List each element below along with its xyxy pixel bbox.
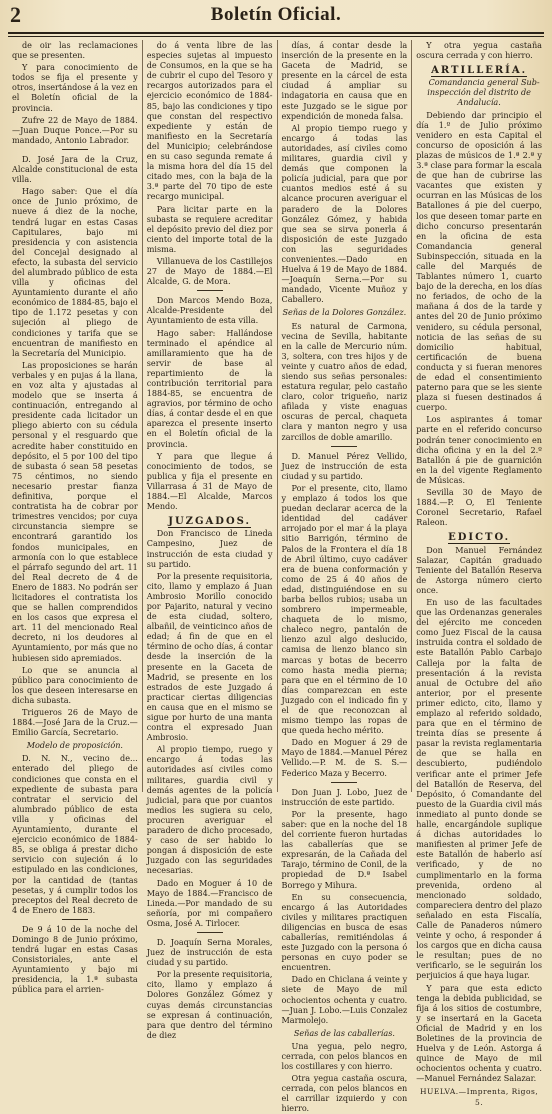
paragraph: do á venta libre de las especies sujetas al impuesto de Consumos, en la que se ha de cubrir el cupo del Tesoro y recargos autorizados para el ejercicio económico de 1884-85, bajo las condiciones y tipo que constan del respectivo expediente y están de manifiesto en la Secretaría del Municipio; celebrándose en su caso segunda remate á la misma hora del día 15 del citado mes, con la baja de la 3.ª parte del 70 tipo de este recargo municipal. xyxy=(146,40,273,202)
paragraph: Es natural de Carmona, vecina de Sevilla, habitante en la calle de Mercurio núm. 3, soltera, con tres hijos y de veinte y cuatro años de edad, siendo sus señas personales: estatura regular, pelo castaño claro, color trigueño, nariz afilada y viste enaguas oscuras de percal, chaqueta clara y manton negro y usa zarcillos de doble amarillo. xyxy=(281,320,408,442)
column-4 xyxy=(411,40,546,1107)
paragraph: Los aspirantes á tomar parte en el referido concurso podrán tener conocimiento en dicha oficina y en la del 2.º Batallón á pie de guarnición en la del vigente Reglamento de Músicas. xyxy=(416,414,542,485)
signature: Dado en Moguer á 29 de Mayo de 1884.—Manuel Pérez Vellido.—P. M. de S. S.—Federico Maza y Becerro. xyxy=(281,737,408,778)
printer-imprint: HUELVA.—Imprenta, Rigos, 5. xyxy=(420,1087,539,1107)
paragraph: Y para que esta edicto tenga la debida publicidad, se fija á los sitios de costumbre, y se insertará en la Gaceta Oficial de Madrid y en los Boletines de la provincia de Huelva y de León. Astorga á quince de Mayo de mil ochocientos ochenta y cuatro.—Manuel Fernández Salazar. xyxy=(416,982,542,1084)
section-heading-juzgados xyxy=(147,517,273,527)
notice-heading: Don Marcos Mendo Boza, Alcalde-Presidente del Ayuntamiento de esta villa. xyxy=(146,295,273,326)
notice-heading: D. José Jara de la Cruz, Alcalde constitucional de esta villa. xyxy=(12,153,138,185)
paragraph: Una yegua, pelo negro, cerrada, con pelos blancos en los costillares y con hierro. xyxy=(281,1040,408,1072)
paragraph: Y otra yegua castaña oscura cerrada y con hierro. xyxy=(416,40,542,61)
signature: Dado en Chiclana á veinte y siete de Mayo de mil ochocientos ochenta y cuatro.—Juan J. Lobo.—Luis Conzalez Marmolejo. xyxy=(281,974,408,1025)
separator xyxy=(331,446,357,447)
section-heading-edicto xyxy=(416,533,542,543)
header-rule xyxy=(8,32,544,37)
column-1 xyxy=(8,40,142,995)
column-3 xyxy=(277,40,412,1114)
subheading: Señas de las caballerías. xyxy=(293,1027,395,1038)
section-heading-text: EDICTO. xyxy=(448,532,511,544)
page-number: 2 xyxy=(10,2,21,27)
paragraph: días, á contar desde la inserción de la presente en la Gaceta de Madrid, se presente en la cárcel de esta ciudad á ampliar su indagatoria en causa que en este Juzgado se le sigue por expendición de moneda falsa. xyxy=(281,40,408,121)
paragraph: Por la presente, hago saber: que en la noche del 18 del corriente fueron hurtadas las caballerías que se expresarán, de la Cañada del Tarajo, término de Conil, de la propiedad de D.ª Isabel Borrego y Mihura. xyxy=(281,808,408,890)
section-heading-artilleria xyxy=(416,66,542,76)
paragraph: En uso de las facultades que las Ordenanzas generales del ejército me conceden como Juez Fiscal de la causa instruida contra el soldado de este Batallón Pablo Carbajo Calleja por la falta de presentación á la revista anual de Octubre del año anterior, por el presente primer edicto, cito, llamo y emplazo al referido soldado, para que en el término de treinta días se presente á pasar la revista reglamentaria de que se halla en descubierto, pudiéndolo verificar ante el primer Jefe del Batallón de Reserva, del Depósito, ó Comandante del puesto de la Guardia civil más inmediato al punto donde se halle, encargándole suplique á dichas autoridades lo manifiesten al primer Jefe de este Batallón de haberlo así verificado, y de no cumplimentarlo en la forma prevenida, ordeno al mencionado soldado, compareciera dentro del plazo señalado en esta Fiscalía, Calle de Panaderos número veinte y ocho, á responder á los cargos que en dicha causa le resultan; pues de no verificarlo, se le seguirán los perjuicios á que haya lugar. xyxy=(416,596,542,981)
signature: Dado en Moguer á 10 de Mayo de 1884.—Francisco de Lineda.—Por mandado de su señoría, por mi compañero Osma, José A. Tirlocer. xyxy=(146,877,273,928)
paragraph: Por el presente, cito, llamo y emplazo á todos los que puedan declarar acerca de la identidad del cadáver arrojado por el mar á la playa sitio Barrigón, término de Palos de la Frontera el día 18 de Abril último, cuyo cadáver era de buena conformación y como de 25 á 40 años de edad, distinguiéndose en su barba bellos rubios; usaba un sombrero impermeable, chaqueta de lo mismo, chaleco negro, pantalón de lienzo azul algo deslucido, camisa de lienzo blanco sin marcas y botas de becerro como hasta media pierna; para que en el término de 10 días comparezcan en este Juzgado con el indicado fin y el de que reconozcan al mismo tiempo las ropas de que queda hecho mérito. xyxy=(281,482,408,736)
signature: Trigueros 26 de Mayo de 1884.—José Jara de la Cruz.—Emilio García, Secretario. xyxy=(12,707,138,738)
paragraph: Hago saber: Que el día once de Junio próximo, de nueve á diez de la noche, tendrá lugar en estas Casas Capitulares, bajo mi presidencia y con asistencia del Concejal designado al efecto, la subasta del servicio del alumbrado público de esta villa y oficinas del Ayuntamiento durante el año económico de 1884-85, bajo el tipo de 1.172 pesetas y con sujeción al pliego de condiciones y tarifa que se encuentran de manifiesto en la Secretaría del Municipio. xyxy=(12,186,138,358)
section-subheading: Comandancia general Sub-inspección del distrito de Andalucía. xyxy=(427,77,540,108)
notice-heading: Don Francisco de Lineda Campesino, Juez de instrucción de esta ciudad y su partido. xyxy=(146,528,273,569)
paragraph: Al propio tiempo, ruego y encargo á todas las autoridades así civiles como militares, guardia civil y demás agentes de la policía judicial, para que por cuantos medios les sugiera su celo, procuren averiguar el paradero de dicho procesado, y caso de ser habido lo pongan á disposición de este Juzgado con las seguridades necesarias. xyxy=(146,744,273,876)
paragraph: En su consecuencia, encargo á las Autoridades civiles y militares practiquen diligencias en busca de esas caballerías, remitiéndolas á este Juzgado con la persona ó personas en cuyo poder se encuentren. xyxy=(281,891,408,973)
columns xyxy=(8,40,546,1114)
column-2 xyxy=(142,40,277,1040)
paragraph: Otra yegua castaña oscura, cerrada, con pelos blancos en el carrillar izquierdo y con hierro. xyxy=(281,1073,408,1114)
paragraph: Las proposiciones se harán verbales y en pujas á la llana, en voz alta y ajustadas al modelo que se inserta á continuación, entregando al presidente cada licitador un pliego abierto con su cédula personal y el resguardo que acredite haber constituido en depósito, el 5 por 100 del tipo de subasta ó sean 58 pesetas 75 céntimos, no siendo necesario prestar fianza definitiva, porque el contratista ha de cobrar por trimestres vencidos; por cuya circunstancia siempre se encontrará garantido los fondos municipales, en armonía con lo que establece el párrafo segundo del art. 11 del Real decreto de 4 de Enero de 1883. No podrán ser licitadores el contratista los que se hallen comprendidos en los casos que expresa el art. 11 del mencionado Real decreto, ni los deudores al Ayuntamiento, por más que no hubiesen sido apremiados. xyxy=(12,359,138,663)
section-heading-text: JUZGADOS. xyxy=(168,516,252,528)
paragraph: Al propio tiempo ruego y encargo á todas las autoridades, así civiles como militares, guardia civil y demás que componen la policía judicial, para que por cuantos medios esté á su alcance procuren averiguar el paradero de la Dolores González Gómez, y habida que sea se sirva ponerla á disposición de este Juzgado con las seguridades convenientes.—Dado en Huelva á 19 de Mayo de 1884.—Joaquín Serna.—Por su mandado, Vicente Muñoz y Caballero. xyxy=(281,122,408,305)
section-heading-text: ARTILLERÍA. xyxy=(431,65,528,77)
separator xyxy=(197,932,223,933)
paragraph: de oir las reclamaciones que se presenten. xyxy=(12,40,138,61)
paragraph: Y para que llegue á conocimiento de todos, se publica y fija el presente en Villarrasa á 31 de Mayo de 1884.—El Alcalde, Marcos Mendo. xyxy=(146,450,273,512)
separator xyxy=(62,919,88,920)
paragraph: D. N. N., vecino de... enterado del pliego de condiciones que consta en el expediente de subasta para contratar el servicio del alumbrado público de esta villa y oficinas del Ayuntamiento, durante el ejercicio económico de 1884-85, se obliga á prestar dicho servicio con sujeción á lo estipulado en las condiciones, por la cantidad de (tantas pesetas, y á cumplir todos los preceptos del Real decreto de 4 de Enero de 1883. xyxy=(12,753,138,915)
separator xyxy=(62,149,88,150)
paragraph: Debiendo dar principio el día 1.º de Julio próximo venidero en esta Capital el concurso de oposición á las plazas de músicos de 1.ª 2.ª y 3.ª clase para formar la escala de que han de cubrirse las vacantes que existen y ocurran en las Músicas de los Batallones á pie del cuerpo, los que deseen tomar parte en dicho concurso presentarán en la oficina de esta Comandancia general Subinspección, situada en la calle del Marqués de Tablantes número 1, cuarto bajo de la derecha, en los días no feriados, de ocho de la mañana á dos de la tarde y antes del 20 de Junio próximo venidero, su cédula personal, noticia de las señas de su domicilio habitual, certificación de buena conducta y si fueran menores de edad el consentimiento paterno para que se les siente plaza si fuesen destinados á cuerpo. xyxy=(416,109,542,413)
signature: Villanueva de los Castillejos 27 de Mayo de 1884.—El Alcalde, G. de Mora. xyxy=(146,255,273,287)
notice-heading: Don Manuel Fernández Salazar, Capitán graduado Teniente del Batallón Reserva de Astorga número cierto once. xyxy=(416,544,542,595)
paragraph: Por la presente requisitoria, cito, llamo y emplazo á Juan Ambrosio Morillo conocido por Pajarito, natural y vecino de esta ciudad, soltero, albañil, de veinticinco años de edad; á fin de que en el término de ocho días, á contar desde la inserción de la presente en la Gaceta de Madrid, se presente en los estrados de este Juzgado á practicar ciertas diligencias en causa que en el mismo se sigue por hurto de una manta contra el expresado Juan Ambrosio. xyxy=(146,570,273,743)
notice-heading: Don Juan J. Lobo, Juez de instrucción de este partido. xyxy=(281,786,408,807)
notice-heading: D. Manuel Pérez Vellido, Juez de instrucción de esta ciudad y su partido. xyxy=(281,450,408,481)
paragraph: Lo que se anuncia al público para conocimiento de los que deseen interesarse en dicha subasta. xyxy=(12,664,138,705)
separator xyxy=(197,290,223,291)
subheading: Modelo de proposición. xyxy=(26,740,123,751)
signature: Sevilla 30 de Mayo de 1884.—P. O, El Teniente Coronel Secretario, Rafael Raleon. xyxy=(416,487,542,528)
separator xyxy=(331,782,357,783)
paragraph: Hago saber: Hallándose terminado el apéndice al amillaramiento que ha de servir de base al repartimiento de la contribución territorial para 1884-85, se encuentra de agravios, por término de ocho días, á contar desde el en que aparezca el presente inserto en el Boletín oficial de la provincia. xyxy=(146,327,273,449)
paragraph: Para licitar parte en la subasta se requiere acreditar el depósito previo del diez por ciento del importe total de la misma. xyxy=(146,203,273,254)
masthead-title: Boletín Oficial. xyxy=(210,4,342,25)
paragraph: Y para conocimiento de todos se fija el presente y otros, insertándose á la vez en el Boletín oficial de la provincia. xyxy=(12,62,138,113)
paragraph: De 9 á 10 de la noche del Domingo 8 de Junio próximo, tendrá lugar en estas Casas Consistoriales, ante el Ayuntamiento y bajo mi presidencia, la 1.ª subasta pública para el arrien- xyxy=(12,923,138,995)
paragraph: Por la presente requisitoria, cito, llamo y emplazo á Dolores González Gómez y cuyas demás circunstancias se expresan á continuación, para que dentro del término de diez xyxy=(146,969,273,1040)
page-header xyxy=(0,0,552,34)
subheading: Señas de la Dolores González. xyxy=(282,307,407,318)
notice-heading: D. Joaquín Serna Morales, Juez de instrucción de esta ciudad y su partido. xyxy=(146,936,273,968)
signature: Zufre 22 de Mayo de 1884.—Juan Duque Ponce.—Por su mandado, Antonio Labrador. xyxy=(12,114,138,145)
